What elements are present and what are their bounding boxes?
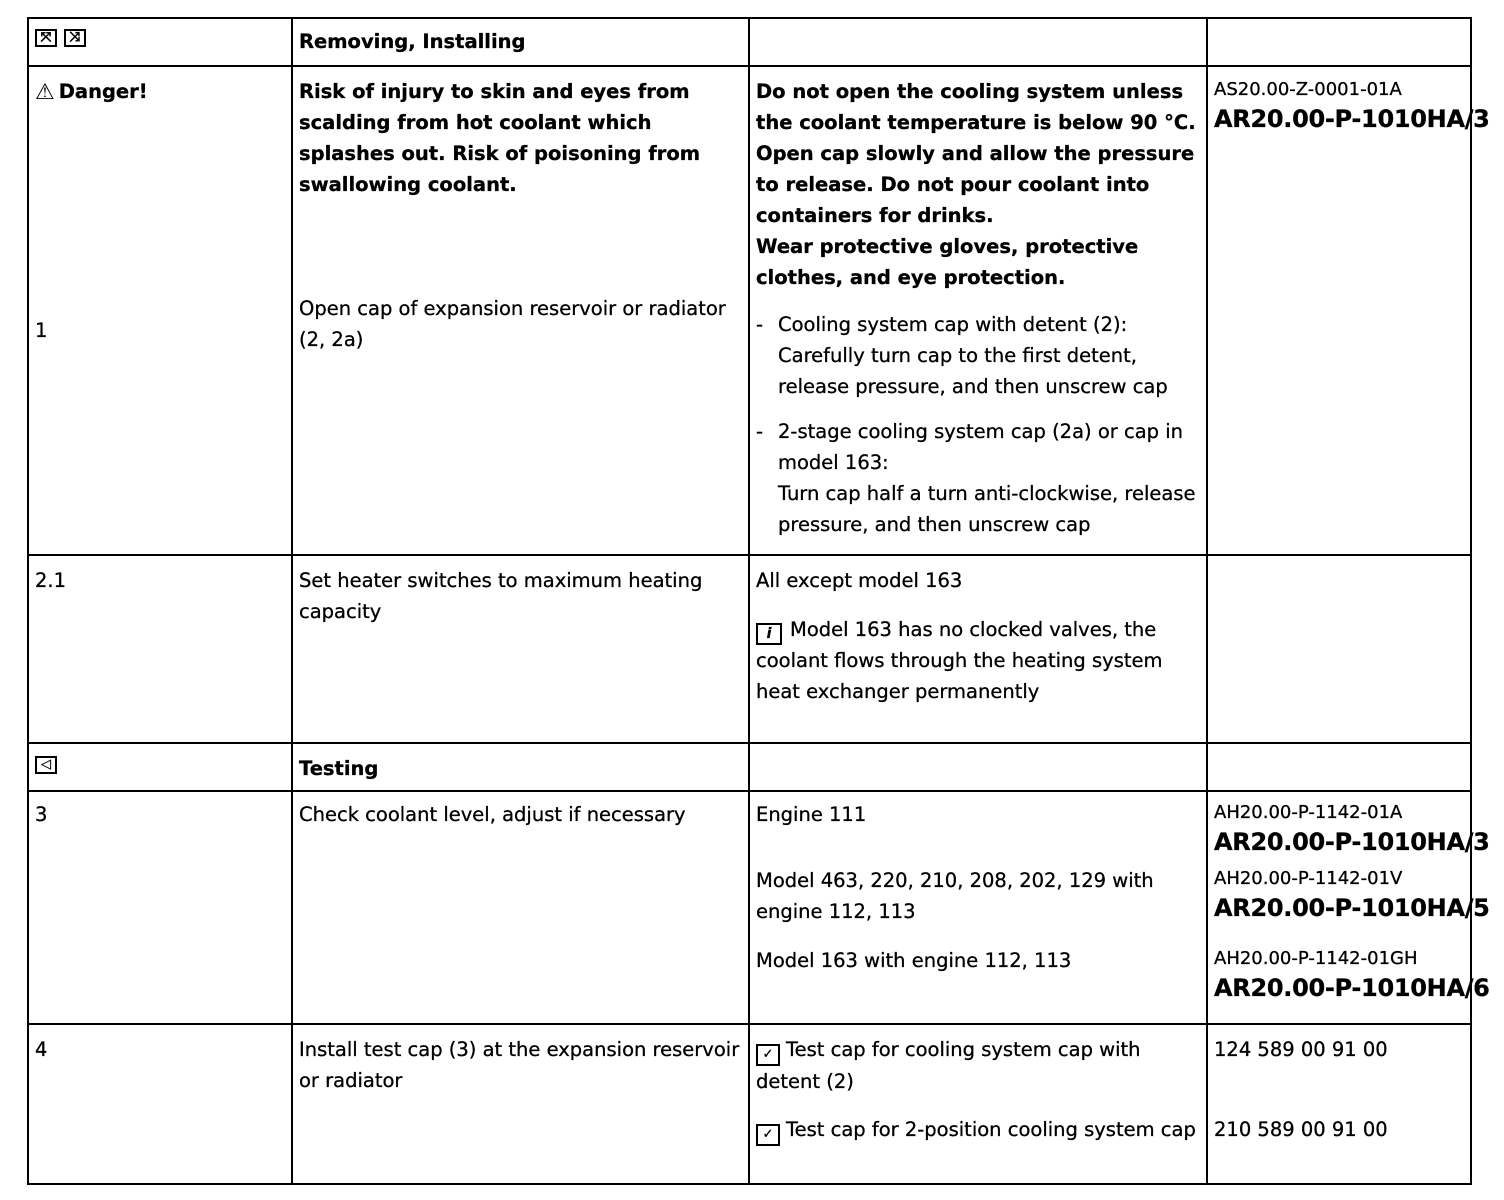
part-number: 210 589 00 91 00 bbox=[1214, 1118, 1388, 1141]
notes-cell bbox=[749, 791, 1207, 1024]
installing-icon: ⤨ bbox=[64, 29, 86, 47]
row-label-cell bbox=[28, 66, 292, 555]
info-icon: i bbox=[756, 623, 782, 645]
tool-text: Test cap for cooling system cap with detent (2) bbox=[756, 1038, 1141, 1093]
danger-label: Danger! bbox=[58, 80, 148, 103]
part-number: 124 589 00 91 00 bbox=[1214, 1038, 1388, 1061]
action-cell: Set heater switches to maximum heating capacity bbox=[292, 555, 749, 743]
action-cell bbox=[292, 66, 749, 555]
special-tool-icon: ✓ bbox=[756, 1044, 780, 1066]
notes-cell bbox=[749, 66, 1207, 555]
reference-code: AH20.00-P-1142-01V bbox=[1214, 868, 1403, 889]
step-action-text: Open cap of expansion reservoir or radiator (2, 2a) bbox=[299, 297, 726, 351]
danger-measures-text: Do not open the cooling system unless the coolant temperature is below 90 °C. Open cap slowly and allow the pressure to release. Do not pour coolant into containers for drinks. bbox=[756, 80, 1196, 227]
row-label-cell: 3 bbox=[28, 791, 292, 1024]
row-label-cell: 4 bbox=[28, 1024, 292, 1184]
section-icons-cell bbox=[28, 18, 292, 66]
reference-cell bbox=[1207, 791, 1490, 1024]
table-row bbox=[28, 555, 1471, 743]
special-tool-icon: ✓ bbox=[756, 1124, 780, 1146]
section-title: Testing bbox=[292, 743, 749, 791]
section-header-row bbox=[28, 18, 1471, 66]
warning-triangle-icon: ⚠ bbox=[35, 80, 55, 105]
reference-link[interactable]: AR20.00-P-1010HA/6 bbox=[1214, 974, 1490, 1002]
reference-code: AH20.00-P-1142-01A bbox=[1214, 802, 1403, 823]
list-item-text: Turn cap half a turn anti-clockwise, release pressure, and then unscrew cap bbox=[778, 482, 1196, 536]
list-item-title: Cooling system cap with detent (2): bbox=[778, 313, 1128, 336]
action-cell: Check coolant level, adjust if necessary bbox=[292, 791, 749, 1024]
engine-text: Engine 111 bbox=[756, 803, 867, 826]
tool-text: Test cap for 2-position cooling system cap bbox=[786, 1118, 1196, 1141]
list-item-text: Carefully turn cap to the first detent, release pressure, and then unscrew cap bbox=[778, 344, 1168, 398]
empty-cell bbox=[749, 743, 1207, 791]
empty-cell bbox=[749, 18, 1207, 66]
testing-icon: ◁ bbox=[35, 756, 57, 774]
reference-cell bbox=[1207, 1024, 1471, 1184]
danger-risk-text: Risk of injury to skin and eyes from scalding from hot coolant which splashes out. Risk of poisoning from swallowing coolant. bbox=[299, 80, 701, 196]
list-item: - 2-stage cooling system cap (2a) or cap in model 163: Turn cap half a turn anti-clockwise, release pressure, and then unscrew cap bbox=[756, 416, 1200, 540]
section-title: Removing, Installing bbox=[292, 18, 749, 66]
notes-cell bbox=[749, 555, 1207, 743]
procedure-table bbox=[27, 17, 1490, 1185]
info-text: Model 163 has no clocked valves, the coolant flows through the heating system heat exchanger permanently bbox=[756, 618, 1163, 703]
reference-link[interactable]: AR20.00-P-1010HA/5 bbox=[1214, 894, 1490, 922]
row-label-cell: 2.1 bbox=[28, 555, 292, 743]
reference-cell bbox=[1207, 555, 1471, 743]
engine-text: Model 163 with engine 112, 113 bbox=[756, 949, 1072, 972]
reference-code: AS20.00-Z-0001-01A bbox=[1214, 79, 1402, 100]
engine-text: Model 463, 220, 210, 208, 202, 129 with engine 112, 113 bbox=[756, 869, 1154, 923]
empty-cell bbox=[1207, 18, 1471, 66]
section-icons-cell bbox=[28, 743, 292, 791]
action-cell: Install test cap (3) at the expansion reservoir or radiator bbox=[292, 1024, 749, 1184]
danger-protection-text: Wear protective gloves, protective clothes, and eye protection. bbox=[756, 235, 1139, 289]
reference-link[interactable]: AR20.00-P-1010HA/3 bbox=[1214, 828, 1490, 856]
reference-code: AH20.00-P-1142-01GH bbox=[1214, 948, 1418, 969]
step-number: 1 bbox=[35, 319, 48, 342]
reference-link[interactable]: AR20.00-P-1010HA/3 bbox=[1214, 105, 1490, 133]
table-row bbox=[28, 1024, 1471, 1184]
section-header-row bbox=[28, 743, 1471, 791]
table-row bbox=[28, 791, 1471, 1024]
reference-cell bbox=[1207, 66, 1490, 555]
empty-cell bbox=[1207, 743, 1471, 791]
note-text: All except model 163 bbox=[756, 569, 963, 592]
notes-cell bbox=[749, 1024, 1207, 1184]
removing-icon: ⤧ bbox=[35, 29, 57, 47]
list-item-title: 2-stage cooling system cap (2a) or cap in model 163: bbox=[778, 420, 1184, 474]
table-row bbox=[28, 66, 1471, 555]
list-item: - Cooling system cap with detent (2): Carefully turn cap to the first detent, release pressure, and then unscrew cap bbox=[756, 309, 1200, 402]
